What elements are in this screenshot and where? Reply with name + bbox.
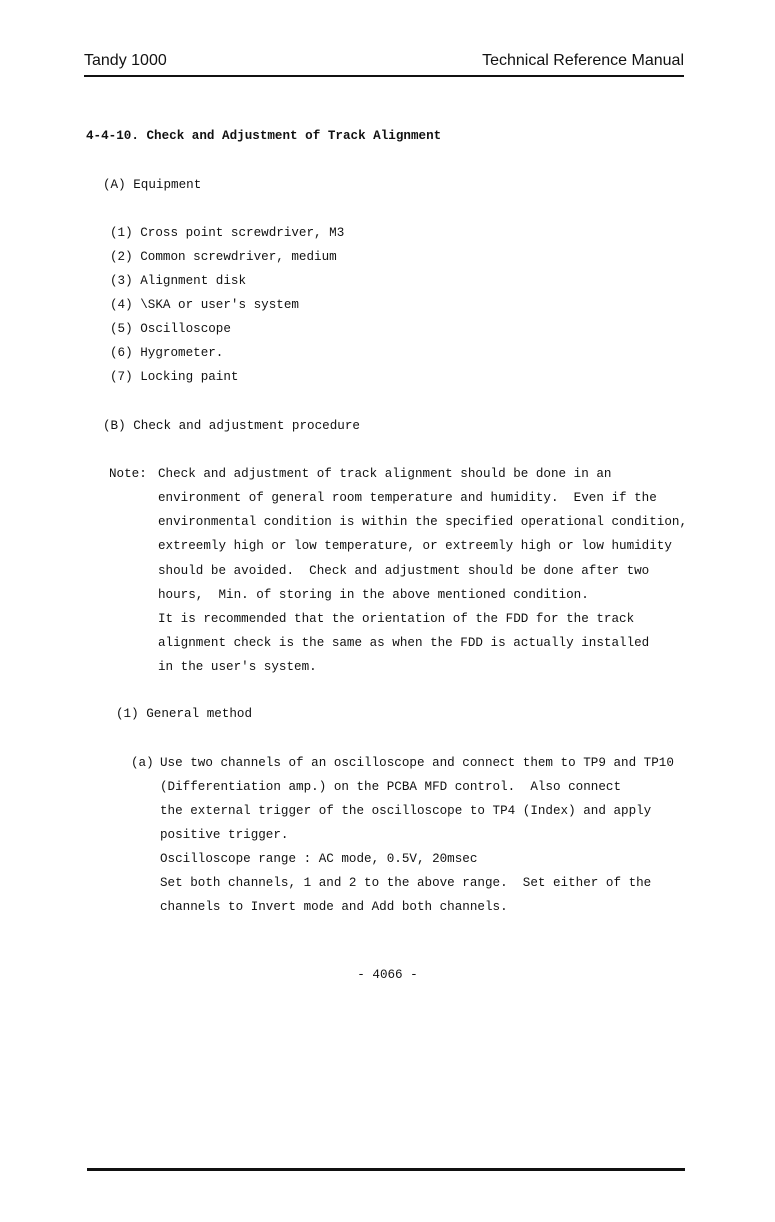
general-method-heading: (1) General method (116, 707, 253, 721)
note-line-3: environmental condition is within the specified operational condition, (158, 515, 688, 529)
note-label: Note: (109, 467, 147, 481)
header-rule (84, 75, 684, 77)
step-a-line-1: Use two channels of an oscilloscope and connect them to TP9 and TP10 (160, 756, 674, 770)
equipment-item-6: (6) Hygrometer. (110, 346, 224, 360)
note-line-7: It is recommended that the orientation of the FDD for the track (158, 612, 635, 626)
procedure-heading: (B) Check and adjustment procedure (103, 419, 360, 433)
equipment-item-1: (1) Cross point screwdriver, M3 (110, 226, 345, 240)
equipment-item-2: (2) Common screwdriver, medium (110, 250, 337, 264)
page-header (84, 52, 684, 74)
equipment-heading: (A) Equipment (103, 178, 202, 192)
step-a-line-6: Set both channels, 1 and 2 to the above range. Set either of the (160, 876, 652, 890)
step-a-label: (a) (131, 756, 154, 770)
equipment-item-3: (3) Alignment disk (110, 274, 247, 288)
note-line-8: alignment check is the same as when the FDD is actually installed (158, 636, 650, 650)
header-title: Tandy 1000 (84, 52, 167, 69)
step-a-line-4: positive trigger. (160, 828, 289, 842)
equipment-item-5: (5) Oscilloscope (110, 322, 231, 336)
section-title: 4-4-10. Check and Adjustment of Track Alignment (86, 129, 442, 143)
step-a-line-7: channels to Invert mode and Add both channels. (160, 900, 508, 914)
page-number: - 4066 - (357, 968, 418, 982)
equipment-item-7: (7) Locking paint (110, 370, 239, 384)
equipment-item-4: (4) \SKA or user's system (110, 298, 299, 312)
step-a-line-5: Oscilloscope range : AC mode, 0.5V, 20msec (160, 852, 478, 866)
note-line-1: Check and adjustment of track alignment should be done in an (158, 467, 612, 481)
note-line-5: should be avoided. Check and adjustment should be done after two (158, 564, 650, 578)
step-a-line-3: the external trigger of the oscilloscope to TP4 (Index) and apply (160, 804, 652, 818)
header-manual-name: Technical Reference Manual (482, 52, 684, 69)
note-line-4: extreemly high or low temperature, or extreemly high or low humidity (158, 539, 672, 553)
note-line-2: environment of general room temperature and humidity. Even if the (158, 491, 657, 505)
footer-rule (87, 1168, 685, 1171)
note-line-6: hours, Min. of storing in the above mentioned condition. (158, 588, 589, 602)
step-a-line-2: (Differentiation amp.) on the PCBA MFD control. Also connect (160, 780, 622, 794)
note-line-9: in the user's system. (158, 660, 317, 674)
